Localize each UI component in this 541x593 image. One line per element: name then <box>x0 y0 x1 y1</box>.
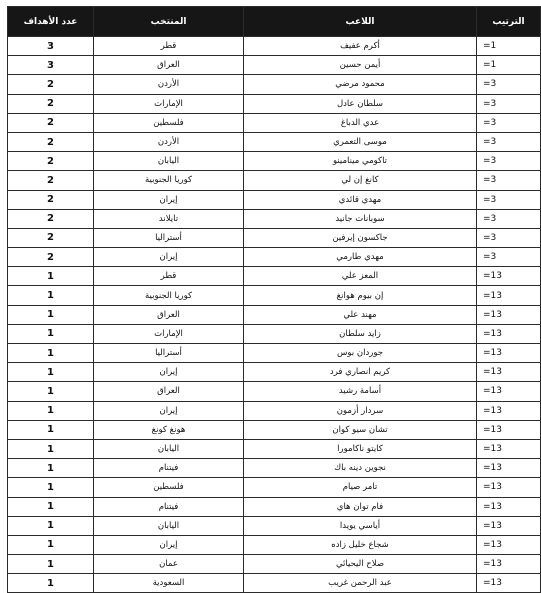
rank-cell: =13 <box>477 382 541 401</box>
table-row <box>8 439 541 458</box>
team-name-cell: كوريا الجنوبية <box>94 286 244 305</box>
player-name-cell: تشان سيو كوان <box>244 420 477 439</box>
top-scorers-table <box>7 6 541 593</box>
header-rank: الترتيب <box>477 7 541 37</box>
rank-cell: =3 <box>477 132 541 151</box>
player-name-cell: عدي الدباغ <box>244 113 477 132</box>
rank-cell: =13 <box>477 286 541 305</box>
table-row <box>8 75 541 94</box>
header-goals: عدد الأهداف <box>8 7 94 37</box>
rank-cell: =13 <box>477 516 541 535</box>
team-name-cell: العراق <box>94 305 244 324</box>
rank-cell: =3 <box>477 75 541 94</box>
rank-cell: =3 <box>477 209 541 228</box>
table-row <box>8 324 541 343</box>
rank-cell: =13 <box>477 401 541 420</box>
team-name-cell: قطر <box>94 37 244 56</box>
table-row <box>8 190 541 209</box>
table-row <box>8 363 541 382</box>
goals-cell: 1 <box>8 497 94 516</box>
goals-cell: 1 <box>8 344 94 363</box>
rank-cell: =13 <box>477 324 541 343</box>
player-name-cell: سردار أزمون <box>244 401 477 420</box>
rank-cell: =3 <box>477 94 541 113</box>
rank-cell: =3 <box>477 171 541 190</box>
player-name-cell: نجوين دينه باك <box>244 459 477 478</box>
player-name-cell: سوبانات جانيد <box>244 209 477 228</box>
rank-cell: =13 <box>477 574 541 593</box>
table-row <box>8 171 541 190</box>
goals-cell: 1 <box>8 305 94 324</box>
team-name-cell: السعودية <box>94 574 244 593</box>
player-name-cell: إن بيوم هوانغ <box>244 286 477 305</box>
player-name-cell: كريم انصاري فرد <box>244 363 477 382</box>
player-name-cell: تامر صيام <box>244 478 477 497</box>
goals-cell: 1 <box>8 459 94 478</box>
team-name-cell: العراق <box>94 56 244 75</box>
table-row <box>8 516 541 535</box>
team-name-cell: إيران <box>94 535 244 554</box>
goals-cell: 1 <box>8 555 94 574</box>
team-name-cell: فلسطين <box>94 113 244 132</box>
table-row <box>8 152 541 171</box>
goals-cell: 2 <box>8 132 94 151</box>
table-row <box>8 459 541 478</box>
goals-cell: 2 <box>8 75 94 94</box>
rank-cell: =13 <box>477 344 541 363</box>
player-name-cell: محمود مرضي <box>244 75 477 94</box>
team-name-cell: عمان <box>94 555 244 574</box>
goals-cell: 1 <box>8 267 94 286</box>
player-name-cell: تاكومي مينامينو <box>244 152 477 171</box>
goals-cell: 2 <box>8 248 94 267</box>
goals-cell: 1 <box>8 420 94 439</box>
team-name-cell: الإمارات <box>94 94 244 113</box>
table-row <box>8 228 541 247</box>
table-row <box>8 478 541 497</box>
scorers-table-wrapper <box>7 6 541 593</box>
rank-cell: =13 <box>477 439 541 458</box>
header-team: المنتخب <box>94 7 244 37</box>
team-name-cell: فلسطين <box>94 478 244 497</box>
team-name-cell: الأردن <box>94 75 244 94</box>
team-name-cell: إيران <box>94 363 244 382</box>
table-row <box>8 209 541 228</box>
team-name-cell: إيران <box>94 248 244 267</box>
player-name-cell: مهدي قائدي <box>244 190 477 209</box>
rank-cell: =3 <box>477 152 541 171</box>
table-row <box>8 267 541 286</box>
player-name-cell: كايتو ناكامورا <box>244 439 477 458</box>
team-name-cell: هونغ كونغ <box>94 420 244 439</box>
team-name-cell: إيران <box>94 190 244 209</box>
goals-cell: 1 <box>8 401 94 420</box>
player-name-cell: شجاع خليل زاده <box>244 535 477 554</box>
player-name-cell: عبد الرحمن غريب <box>244 574 477 593</box>
rank-cell: =13 <box>477 497 541 516</box>
team-name-cell: فيتنام <box>94 459 244 478</box>
table-row <box>8 497 541 516</box>
team-name-cell: اليابان <box>94 439 244 458</box>
goals-cell: 1 <box>8 382 94 401</box>
goals-cell: 1 <box>8 324 94 343</box>
goals-cell: 2 <box>8 94 94 113</box>
rank-cell: =13 <box>477 459 541 478</box>
goals-cell: 1 <box>8 535 94 554</box>
table-row <box>8 248 541 267</box>
team-name-cell: أستراليا <box>94 344 244 363</box>
rank-cell: =3 <box>477 113 541 132</box>
team-name-cell: كوريا الجنوبية <box>94 171 244 190</box>
team-name-cell: الأردن <box>94 132 244 151</box>
rank-cell: =13 <box>477 535 541 554</box>
player-name-cell: جاكسون إيرفين <box>244 228 477 247</box>
player-name-cell: أياسي يويدا <box>244 516 477 535</box>
goals-cell: 2 <box>8 152 94 171</box>
player-name-cell: زايد سلطان <box>244 324 477 343</box>
goals-cell: 2 <box>8 190 94 209</box>
table-row <box>8 132 541 151</box>
player-name-cell: جوردان بوس <box>244 344 477 363</box>
player-name-cell: موسى التعمري <box>244 132 477 151</box>
player-name-cell: صلاح اليحيائي <box>244 555 477 574</box>
goals-cell: 1 <box>8 286 94 305</box>
goals-cell: 3 <box>8 56 94 75</box>
table-row <box>8 286 541 305</box>
team-name-cell: اليابان <box>94 152 244 171</box>
player-name-cell: المعز علي <box>244 267 477 286</box>
player-name-cell: سلطان عادل <box>244 94 477 113</box>
rank-cell: =3 <box>477 228 541 247</box>
goals-cell: 1 <box>8 439 94 458</box>
goals-cell: 2 <box>8 113 94 132</box>
rank-cell: =13 <box>477 478 541 497</box>
player-name-cell: أيمن حسين <box>244 56 477 75</box>
team-name-cell: أستراليا <box>94 228 244 247</box>
player-name-cell: مهدي طارمي <box>244 248 477 267</box>
rank-cell: =13 <box>477 420 541 439</box>
team-name-cell: الإمارات <box>94 324 244 343</box>
table-row <box>8 56 541 75</box>
team-name-cell: قطر <box>94 267 244 286</box>
rank-cell: =13 <box>477 363 541 382</box>
table-row <box>8 37 541 56</box>
table-row <box>8 555 541 574</box>
player-name-cell: كانغ إن لي <box>244 171 477 190</box>
player-name-cell: مهند علي <box>244 305 477 324</box>
table-row <box>8 401 541 420</box>
table-row <box>8 94 541 113</box>
rank-cell: =13 <box>477 555 541 574</box>
table-row <box>8 305 541 324</box>
table-body <box>8 37 541 593</box>
team-name-cell: إيران <box>94 401 244 420</box>
team-name-cell: العراق <box>94 382 244 401</box>
table-row <box>8 382 541 401</box>
table-row <box>8 420 541 439</box>
rank-cell: =13 <box>477 267 541 286</box>
rank-cell: =1 <box>477 37 541 56</box>
goals-cell: 2 <box>8 228 94 247</box>
rank-cell: =3 <box>477 248 541 267</box>
player-name-cell: أسامة رشيد <box>244 382 477 401</box>
team-name-cell: فيتنام <box>94 497 244 516</box>
goals-cell: 1 <box>8 574 94 593</box>
table-row <box>8 344 541 363</box>
team-name-cell: اليابان <box>94 516 244 535</box>
table-header-row <box>8 7 541 37</box>
header-player: اللاعب <box>244 7 477 37</box>
rank-cell: =3 <box>477 190 541 209</box>
rank-cell: =13 <box>477 305 541 324</box>
table-row <box>8 574 541 593</box>
goals-cell: 1 <box>8 363 94 382</box>
player-name-cell: أكرم عفيف <box>244 37 477 56</box>
team-name-cell: تايلاند <box>94 209 244 228</box>
goals-cell: 1 <box>8 478 94 497</box>
goals-cell: 2 <box>8 209 94 228</box>
table-row <box>8 535 541 554</box>
goals-cell: 1 <box>8 516 94 535</box>
goals-cell: 2 <box>8 171 94 190</box>
goals-cell: 3 <box>8 37 94 56</box>
table-row <box>8 113 541 132</box>
rank-cell: =1 <box>477 56 541 75</box>
player-name-cell: فام توان هاي <box>244 497 477 516</box>
